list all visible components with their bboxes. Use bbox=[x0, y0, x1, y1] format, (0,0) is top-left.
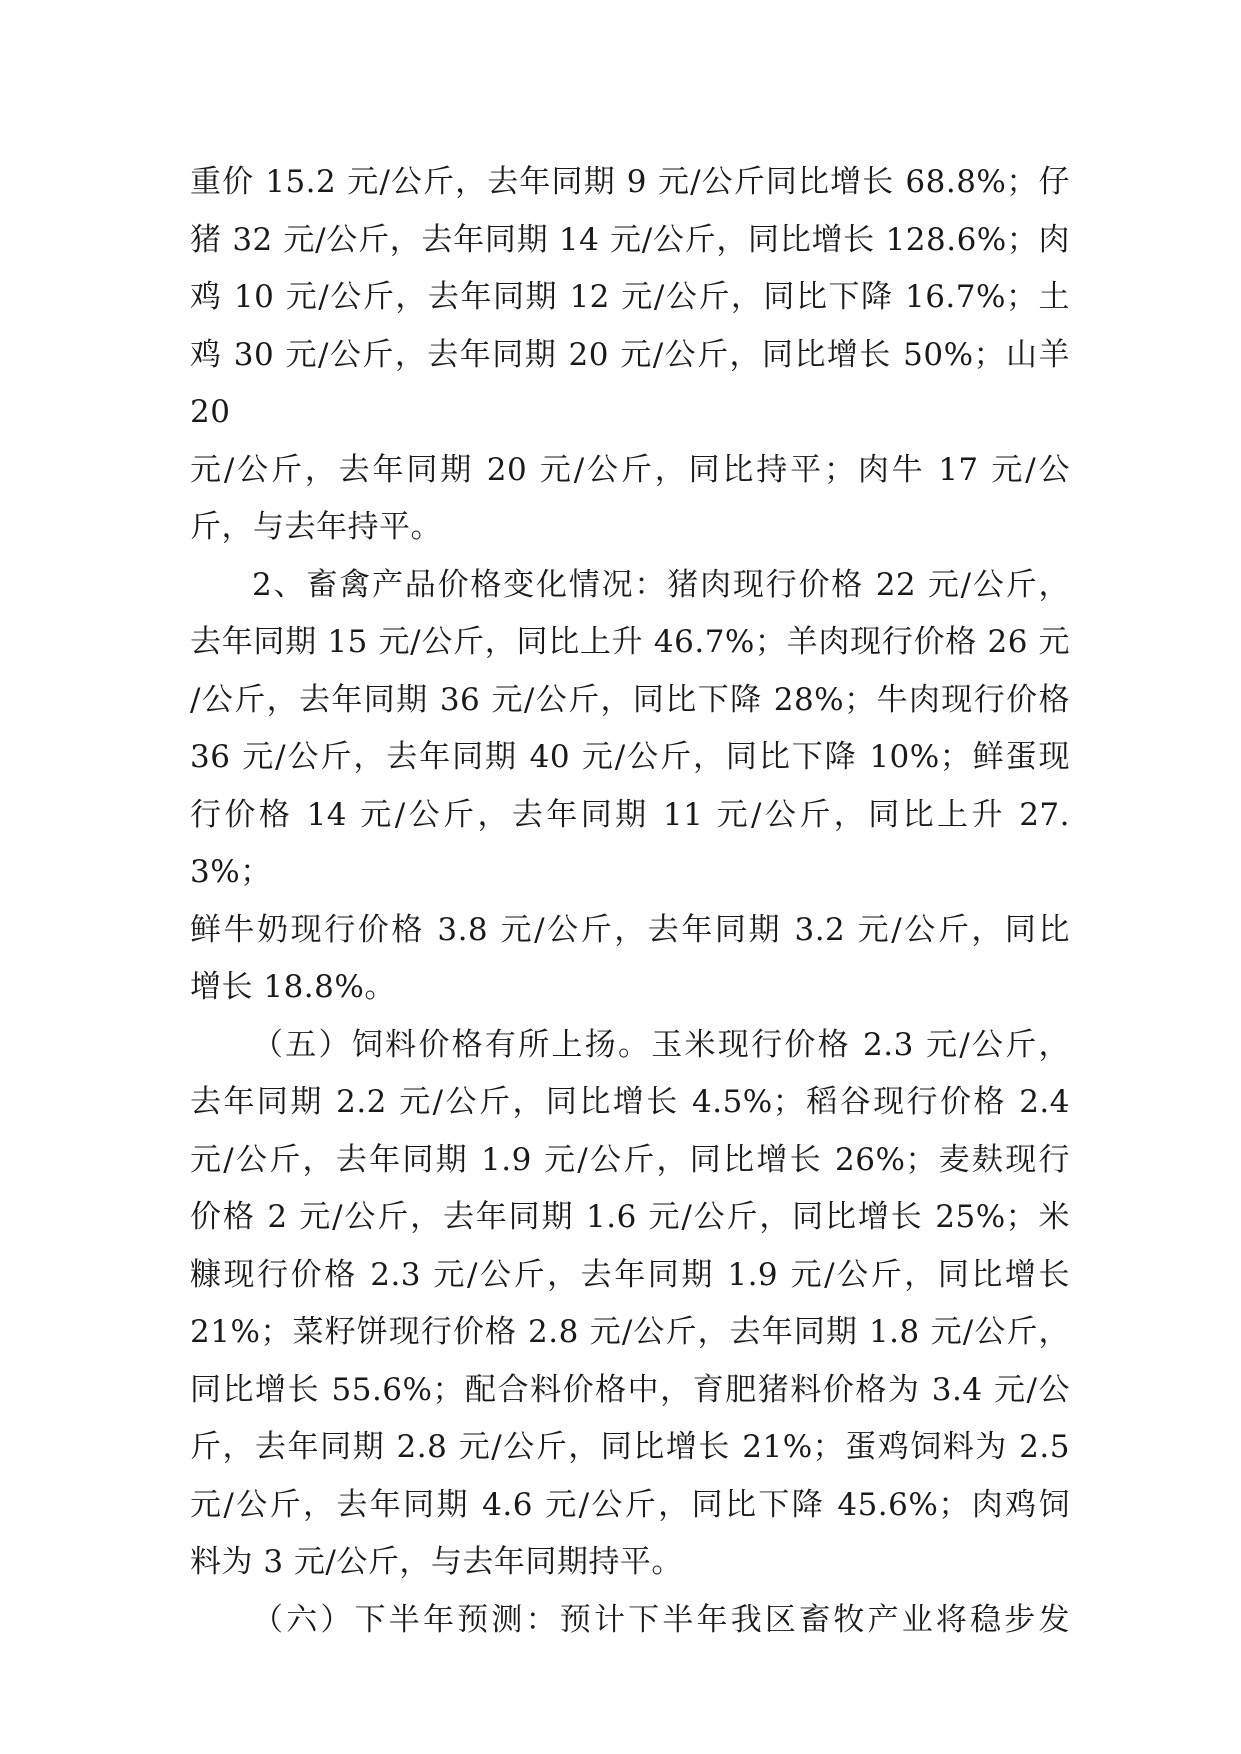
text-line: 行价格 14 元/公斤，去年同期 11 元/公斤，同比上升 27.3%； bbox=[190, 796, 1070, 890]
text-line: 鸡 30 元/公斤，去年同期 20 元/公斤，同比增长 50%；山羊 20 bbox=[190, 336, 1070, 430]
text-line: 元/公斤，去年同期 4.6 元/公斤，同比下降 45.6%；肉鸡饲 bbox=[190, 1486, 1070, 1523]
text-line: 鸡 10 元/公斤，去年同期 12 元/公斤，同比下降 16.7%；土 bbox=[190, 279, 1070, 315]
text-line: 36 元/公斤，去年同期 40 元/公斤，同比下降 10%；鲜蛋现 bbox=[190, 739, 1070, 775]
text-line: 元/公斤，去年同期 1.9 元/公斤，同比增长 26%；麦麸现行 bbox=[190, 1141, 1070, 1178]
paragraph bbox=[190, 557, 1070, 1017]
paragraph bbox=[190, 1592, 1070, 1650]
text-line: （六）下半年预测：预计下半年我区畜牧产业将稳步发 bbox=[252, 1601, 1070, 1638]
document-body bbox=[190, 154, 1070, 1649]
text-line: 同比增长 55.6%；配合料价格中，育肥猪料价格为 3.4 元/公 bbox=[190, 1371, 1070, 1408]
text-line: 料为 3 元/公斤，与去年同期持平。 bbox=[190, 1544, 683, 1580]
text-line: （五）饲料价格有所上扬。玉米现行价格 2.3 元/公斤， bbox=[252, 1026, 1070, 1063]
text-line: 增长 18.8%。 bbox=[190, 969, 396, 1005]
text-line: 斤，去年同期 2.8 元/公斤，同比增长 21%；蛋鸡饲料为 2.5 bbox=[190, 1429, 1070, 1465]
text-line: 21%；菜籽饼现行价格 2.8 元/公斤，去年同期 1.8 元/公斤， bbox=[190, 1314, 1070, 1350]
paragraph bbox=[190, 154, 1070, 557]
text-line: 2、畜禽产品价格变化情况：猪肉现行价格 22 元/公斤， bbox=[252, 566, 1070, 603]
text-line: 鲜牛奶现行价格 3.8 元/公斤，去年同期 3.2 元/公斤，同比 bbox=[190, 911, 1070, 948]
text-line: 斤，与去年持平。 bbox=[190, 509, 442, 545]
text-line: 去年同期 15 元/公斤，同比上升 46.7%；羊肉现行价格 26 元 bbox=[190, 624, 1070, 660]
text-line: 价格 2 元/公斤，去年同期 1.6 元/公斤，同比增长 25%；米 bbox=[190, 1199, 1070, 1235]
text-line: 去年同期 2.2 元/公斤，同比增长 4.5%；稻谷现行价格 2.4 bbox=[190, 1084, 1070, 1120]
text-line: 重价 15.2 元/公斤，去年同期 9 元/公斤同比增长 68.8%；仔 bbox=[190, 164, 1070, 200]
text-line: /公斤，去年同期 36 元/公斤，同比下降 28%；牛肉现行价格 bbox=[190, 681, 1070, 718]
text-line: 猪 32 元/公斤，去年同期 14 元/公斤，同比增长 128.6%；肉 bbox=[190, 221, 1070, 258]
paragraph bbox=[190, 1017, 1070, 1592]
text-line: 元/公斤，去年同期 20 元/公斤，同比持平；肉牛 17 元/公 bbox=[190, 451, 1070, 488]
text-line: 糠现行价格 2.3 元/公斤，去年同期 1.9 元/公斤，同比增长 bbox=[190, 1256, 1070, 1293]
